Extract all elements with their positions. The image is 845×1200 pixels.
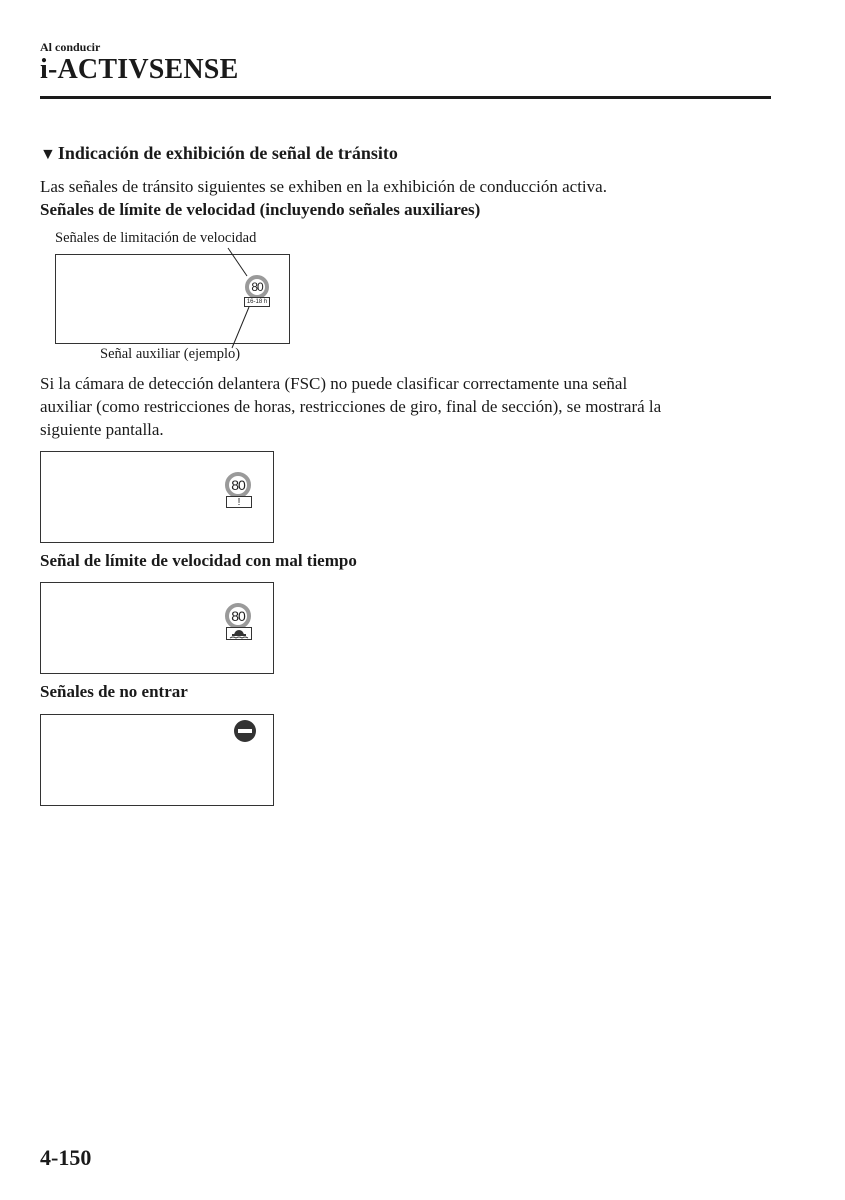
triangle-down-icon: ▼ <box>40 146 56 163</box>
speed-limit-value: 80 <box>231 608 245 624</box>
auxiliary-plate-text: 16-18 h <box>246 299 268 305</box>
callout-auxiliary-sign: Señal auxiliar (ejemplo) <box>100 346 241 362</box>
speed-limit-value: 80 <box>231 477 245 493</box>
speed-limit-value: 80 <box>251 280 263 294</box>
display-figure-4 <box>40 714 274 806</box>
display-figure-3 <box>40 582 274 674</box>
section-heading-text: Indicación de exhibición de señal de tránsito <box>57 143 398 163</box>
intro-paragraph: Las señales de tránsito siguientes se exhiben en la exhibición de conducción activa. <box>40 177 607 196</box>
bad-weather-icon <box>228 628 250 639</box>
unrecognized-plate <box>226 496 252 508</box>
display-figure-2 <box>40 451 274 543</box>
subheading-no-entry: Señales de no entrar <box>40 682 188 701</box>
callout-speed-limit-sign: Señales de limitación de velocidad <box>55 230 257 246</box>
paragraph-line-1: Si la cámara de detección delantera (FSC) no puede clasificar correctamente una señal <box>40 374 628 393</box>
no-entry-icon <box>233 719 257 743</box>
bad-weather-plate <box>226 627 252 640</box>
unrecognized-plate-text: ! <box>237 496 241 508</box>
paragraph-line-2: auxiliar (como restricciones de horas, restricciones de giro, final de sección), se mostrará la <box>40 397 662 416</box>
page-number: 4-150 <box>40 1145 92 1170</box>
speed-limit-sign <box>225 603 251 629</box>
page-title: i-ACTIVSENSE <box>40 54 239 85</box>
paragraph-line-3: siguiente pantalla. <box>40 420 164 439</box>
subheading-bad-weather: Señal de límite de velocidad con mal tiempo <box>40 551 357 570</box>
subheading-speed-limit: Señales de límite de velocidad (incluyendo señales auxiliares) <box>40 200 481 219</box>
section-label: Al conducir <box>40 40 101 54</box>
speed-limit-sign <box>225 472 251 498</box>
